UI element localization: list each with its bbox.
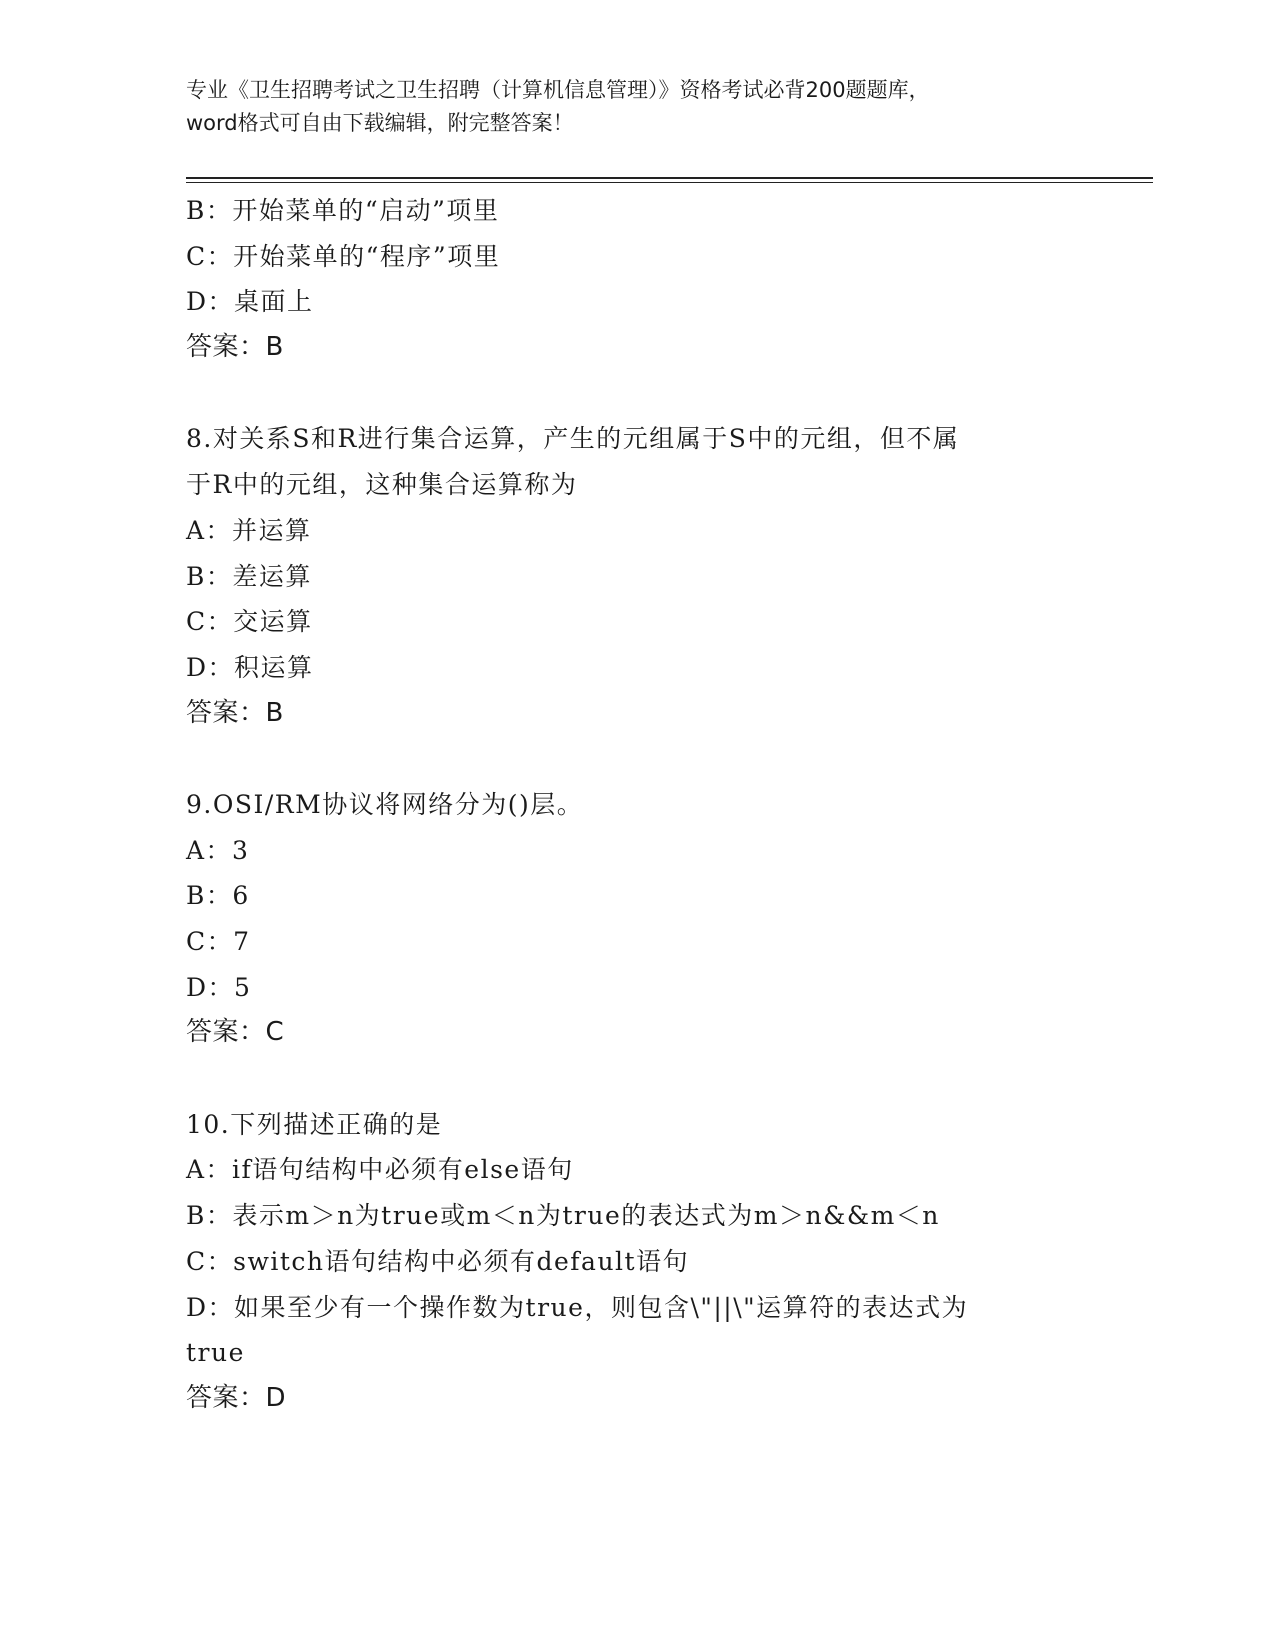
- question-list: [186, 188, 1086, 1422]
- document-header: [186, 74, 1086, 140]
- question-8: [186, 416, 1086, 736]
- spacer: [186, 371, 1086, 417]
- answer: 答案：B: [186, 332, 284, 363]
- option-b: B：6: [186, 881, 250, 911]
- option-c: C：switch语句结构中必须有default语句: [186, 1246, 690, 1276]
- option-d-line-2: true: [186, 1338, 245, 1368]
- question-9: [186, 782, 1086, 1056]
- option-d-line-1: D：如果至少有一个操作数为true，则包含\"||\"运算符的表达式为: [186, 1292, 969, 1322]
- option-a: A：3: [186, 835, 250, 865]
- question-text: 10.下列描述正确的是: [186, 1109, 443, 1139]
- answer: 答案：C: [186, 1017, 285, 1048]
- header-title-line-2: word格式可自由下载编辑，附完整答案！: [186, 111, 574, 135]
- option-b: B：表示m＞n为true或m＜n为true的表达式为m＞n&&m＜n: [186, 1201, 940, 1231]
- question-10: [186, 1102, 1086, 1422]
- option-b: B：差运算: [186, 561, 312, 591]
- question-text: 9.OSI/RM协议将网络分为()层。: [186, 789, 584, 819]
- header-divider-thick: [186, 177, 1153, 179]
- option-b: B：开始菜单的“启动”项里: [186, 196, 500, 225]
- question-7: [186, 188, 1086, 371]
- spacer: [186, 736, 1086, 782]
- option-c: C：交运算: [186, 607, 313, 637]
- header-divider-thin: [186, 182, 1153, 183]
- option-a: A：if语句结构中必须有else语句: [186, 1155, 574, 1185]
- answer: 答案：D: [186, 1382, 287, 1413]
- spacer: [186, 1056, 1086, 1102]
- option-c: C：7: [186, 927, 251, 956]
- option-d: D：积运算: [186, 652, 314, 682]
- question-text-line-1: 8.对关系S和R进行集合运算，产生的元组属于S中的元组，但不属: [186, 424, 960, 454]
- header-title-line-1: 专业《卫生招聘考试之卫生招聘（计算机信息管理）》资格考试必背200题题库，: [186, 78, 930, 102]
- option-a: A：并运算: [186, 515, 312, 545]
- option-d: D：5: [186, 972, 252, 1002]
- option-c: C：开始菜单的“程序”项里: [186, 241, 501, 271]
- question-text-line-2: 于R中的元组，这种集合运算称为: [186, 470, 578, 500]
- option-d: D：桌面上: [186, 287, 314, 317]
- answer: 答案：B: [186, 697, 284, 728]
